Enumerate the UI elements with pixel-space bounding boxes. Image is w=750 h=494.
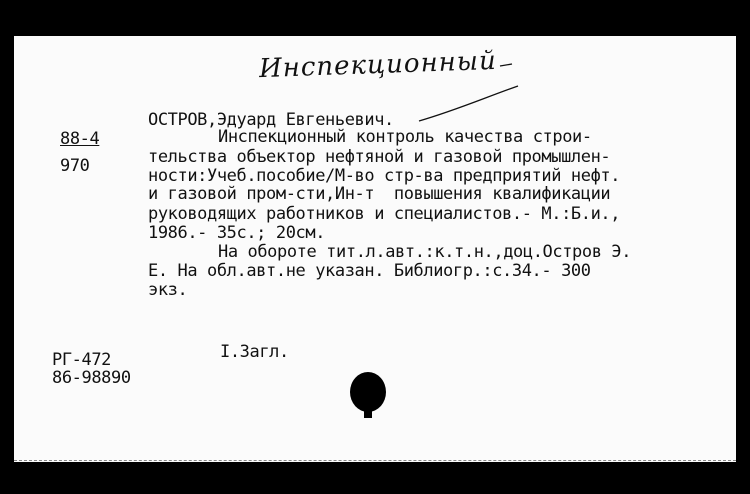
record-line-title: Инспекционный контроль качества строи-	[218, 127, 592, 147]
record-line-note: На обороте тит.л.авт.:к.т.н.,доц.Остров Э.	[218, 242, 632, 262]
class-index: 88-4	[60, 129, 100, 149]
tracing: I.Загл.	[220, 342, 289, 362]
record-line: экз.	[148, 280, 188, 300]
code-line-2: 86-98890	[52, 368, 131, 388]
record-line: и газовой пром-сти,Ин-т повышения квалификации	[148, 184, 611, 204]
record-line: 1986.- 35с.; 20см.	[148, 223, 326, 243]
record-line: ности:Учеб.пособие/М-во стр-ва предприятий нефт.	[148, 166, 621, 186]
pen-underline	[500, 64, 512, 66]
punch-hole-notch	[364, 408, 372, 418]
record-line: Е. На обл.авт.не указан. Библиогр.:с.34.- 300	[148, 261, 591, 281]
card-bottom-edge	[14, 460, 736, 463]
record-line-author: ОСТРОВ,Эдуард Евгеньевич.	[148, 110, 394, 130]
record-line: тельства объектор нефтяной и газовой промышлен-	[148, 147, 611, 167]
pen-arrow-line	[419, 86, 518, 121]
record-line: руководящих работников и специалистов.- М.:Б.и.,	[148, 204, 621, 224]
code-line-1: РГ-472	[52, 350, 112, 370]
class-number: 970	[60, 156, 90, 176]
handwritten-note: Инспекционный	[258, 45, 498, 85]
punch-hole	[350, 372, 386, 412]
catalog-card	[14, 36, 736, 462]
